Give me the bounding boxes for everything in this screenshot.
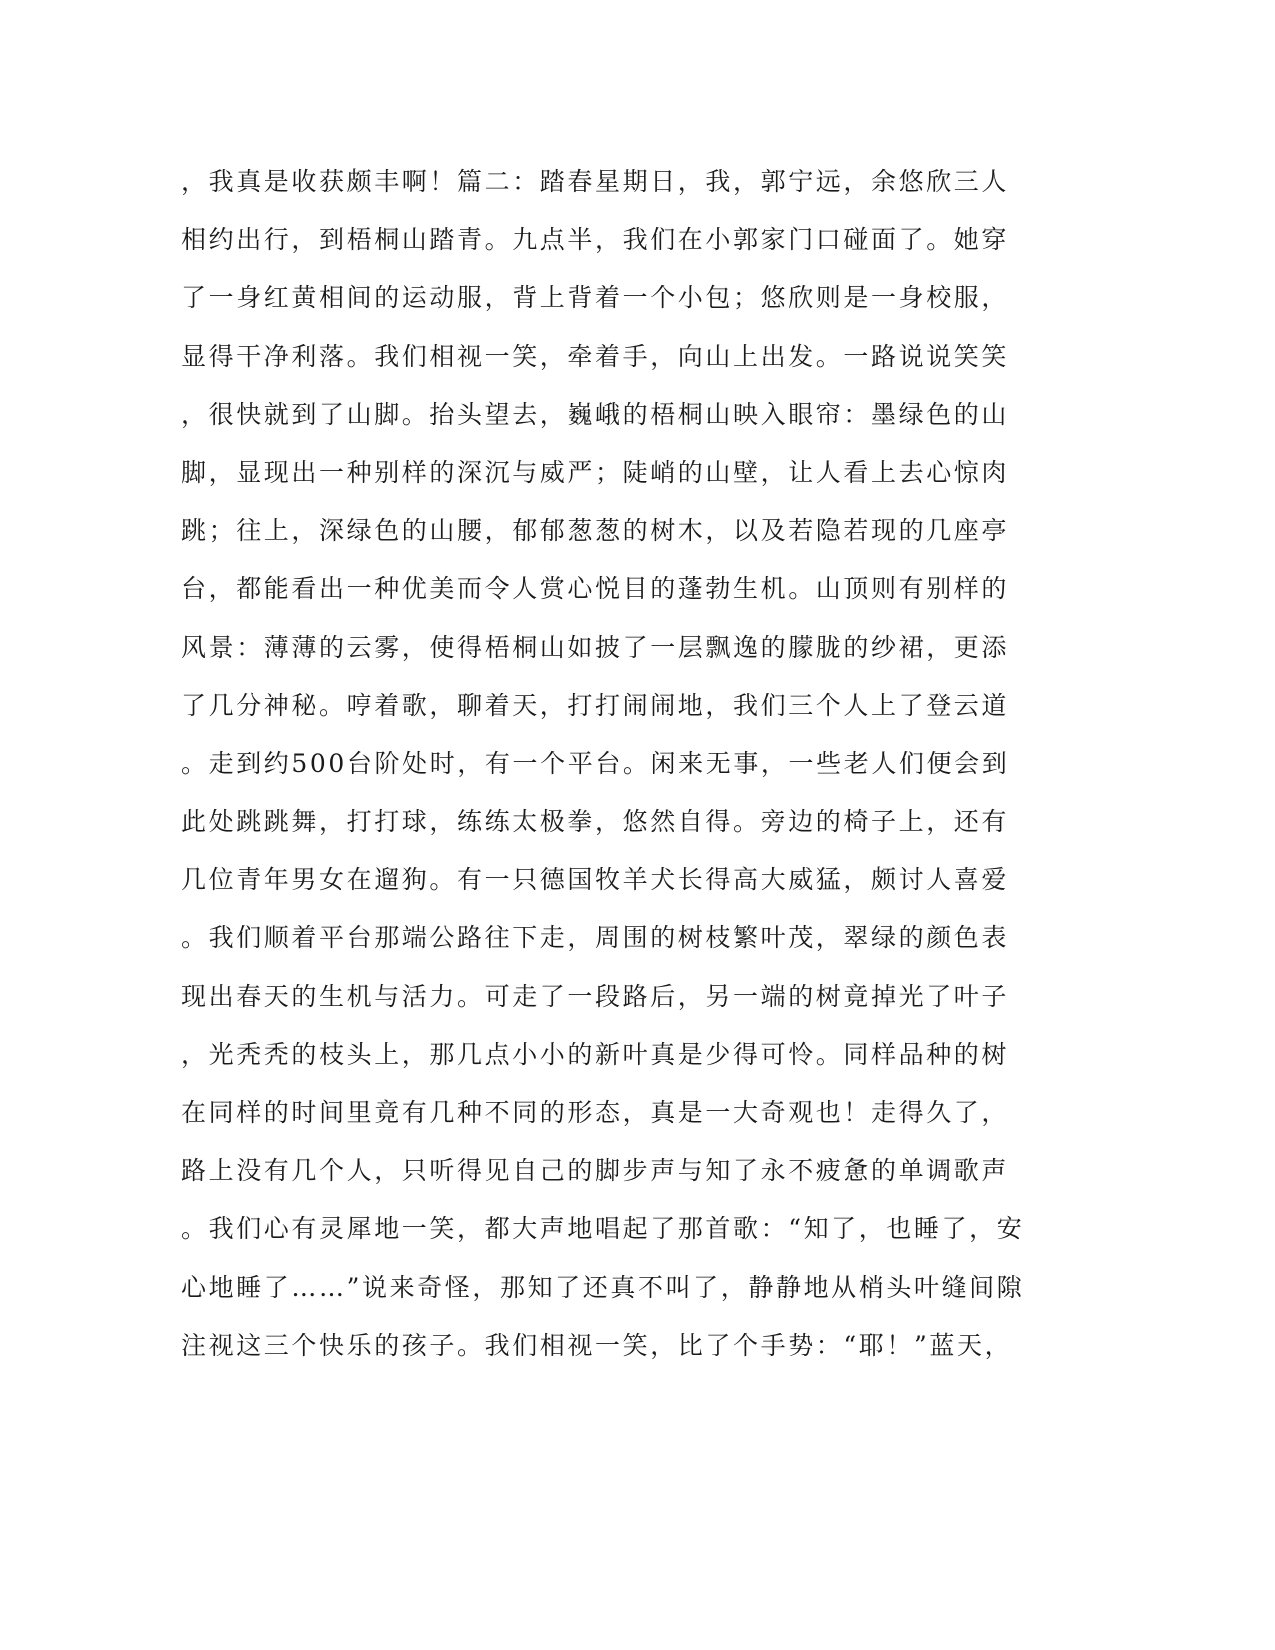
text-line: 了几分神秘。哼着歌，聊着天，打打闹闹地，我们三个人上了登云道 <box>181 690 1010 720</box>
text-line: 。我们顺着平台那端公路往下走，周围的树枝繁叶茂，翠绿的颜色表 <box>181 923 1010 953</box>
text-line: 了一身红黄相间的运动服，背上背着一个小包；悠欣则是一身校服， <box>181 283 1010 313</box>
text-line: 在同样的时间里竟有几种不同的形态，真是一大奇观也！走得久了， <box>181 1098 1010 1127</box>
text-line: 注视这三个快乐的孩子。我们相视一笑，比了个手势：“耶！”蓝天， <box>181 1330 1013 1360</box>
text-line: 心地睡了……”说来奇怪，那知了还真不叫了，静静地从梢头叶缝间隙 <box>181 1272 1025 1302</box>
text-line: 路上没有几个人，只听得见自己的脚步声与知了永不疲惫的单调歌声 <box>181 1156 1010 1186</box>
body-text <box>181 160 1041 1382</box>
text-line: 此处跳跳舞，打打球，练练太极拳，悠然自得。旁边的椅子上，还有 <box>181 807 1010 837</box>
text-line: 台，都能看出一种优美而令人赏心悦目的蓬勃生机。山顶则有别样的 <box>181 574 1010 604</box>
text-line: 。走到约500台阶处时，有一个平台。闲来无事，一些老人们便会到 <box>181 748 1010 778</box>
text-line: 现出春天的生机与活力。可走了一段路后，另一端的树竟掉光了叶子 <box>181 981 1010 1011</box>
text-line: ，我真是收获颇丰啊！篇二：踏春星期日，我，郭宁远，余悠欣三人 <box>181 167 1010 196</box>
text-line: 。我们心有灵犀地一笑，都大声地唱起了那首歌：“知了，也睡了，安 <box>181 1214 1025 1244</box>
text-line: 几位青年男女在遛狗。有一只德国牧羊犬长得高大威猛，颇讨人喜爱 <box>181 865 1010 895</box>
text-line: 脚，显现出一种别样的深沉与威严；陡峭的山壁，让人看上去心惊肉 <box>181 457 1010 487</box>
text-line: 跳；往上，深绿色的山腰，郁郁葱葱的树木，以及若隐若现的几座亭 <box>181 516 1010 546</box>
text-line: 风景：薄薄的云雾，使得梧桐山如披了一层飘逸的朦胧的纱裙，更添 <box>181 632 1010 662</box>
text-line: 显得干净利落。我们相视一笑，牵着手，向山上出发。一路说说笑笑 <box>181 341 1010 371</box>
text-line: 相约出行，到梧桐山踏青。九点半，我们在小郭家门口碰面了。她穿 <box>181 225 1010 255</box>
text-line: ，光秃秃的枝头上，那几点小小的新叶真是少得可怜。同样品种的树 <box>181 1039 1010 1069</box>
text-line: ，很快就到了山脚。抬头望去，巍峨的梧桐山映入眼帘：墨绿色的山 <box>181 399 1010 429</box>
